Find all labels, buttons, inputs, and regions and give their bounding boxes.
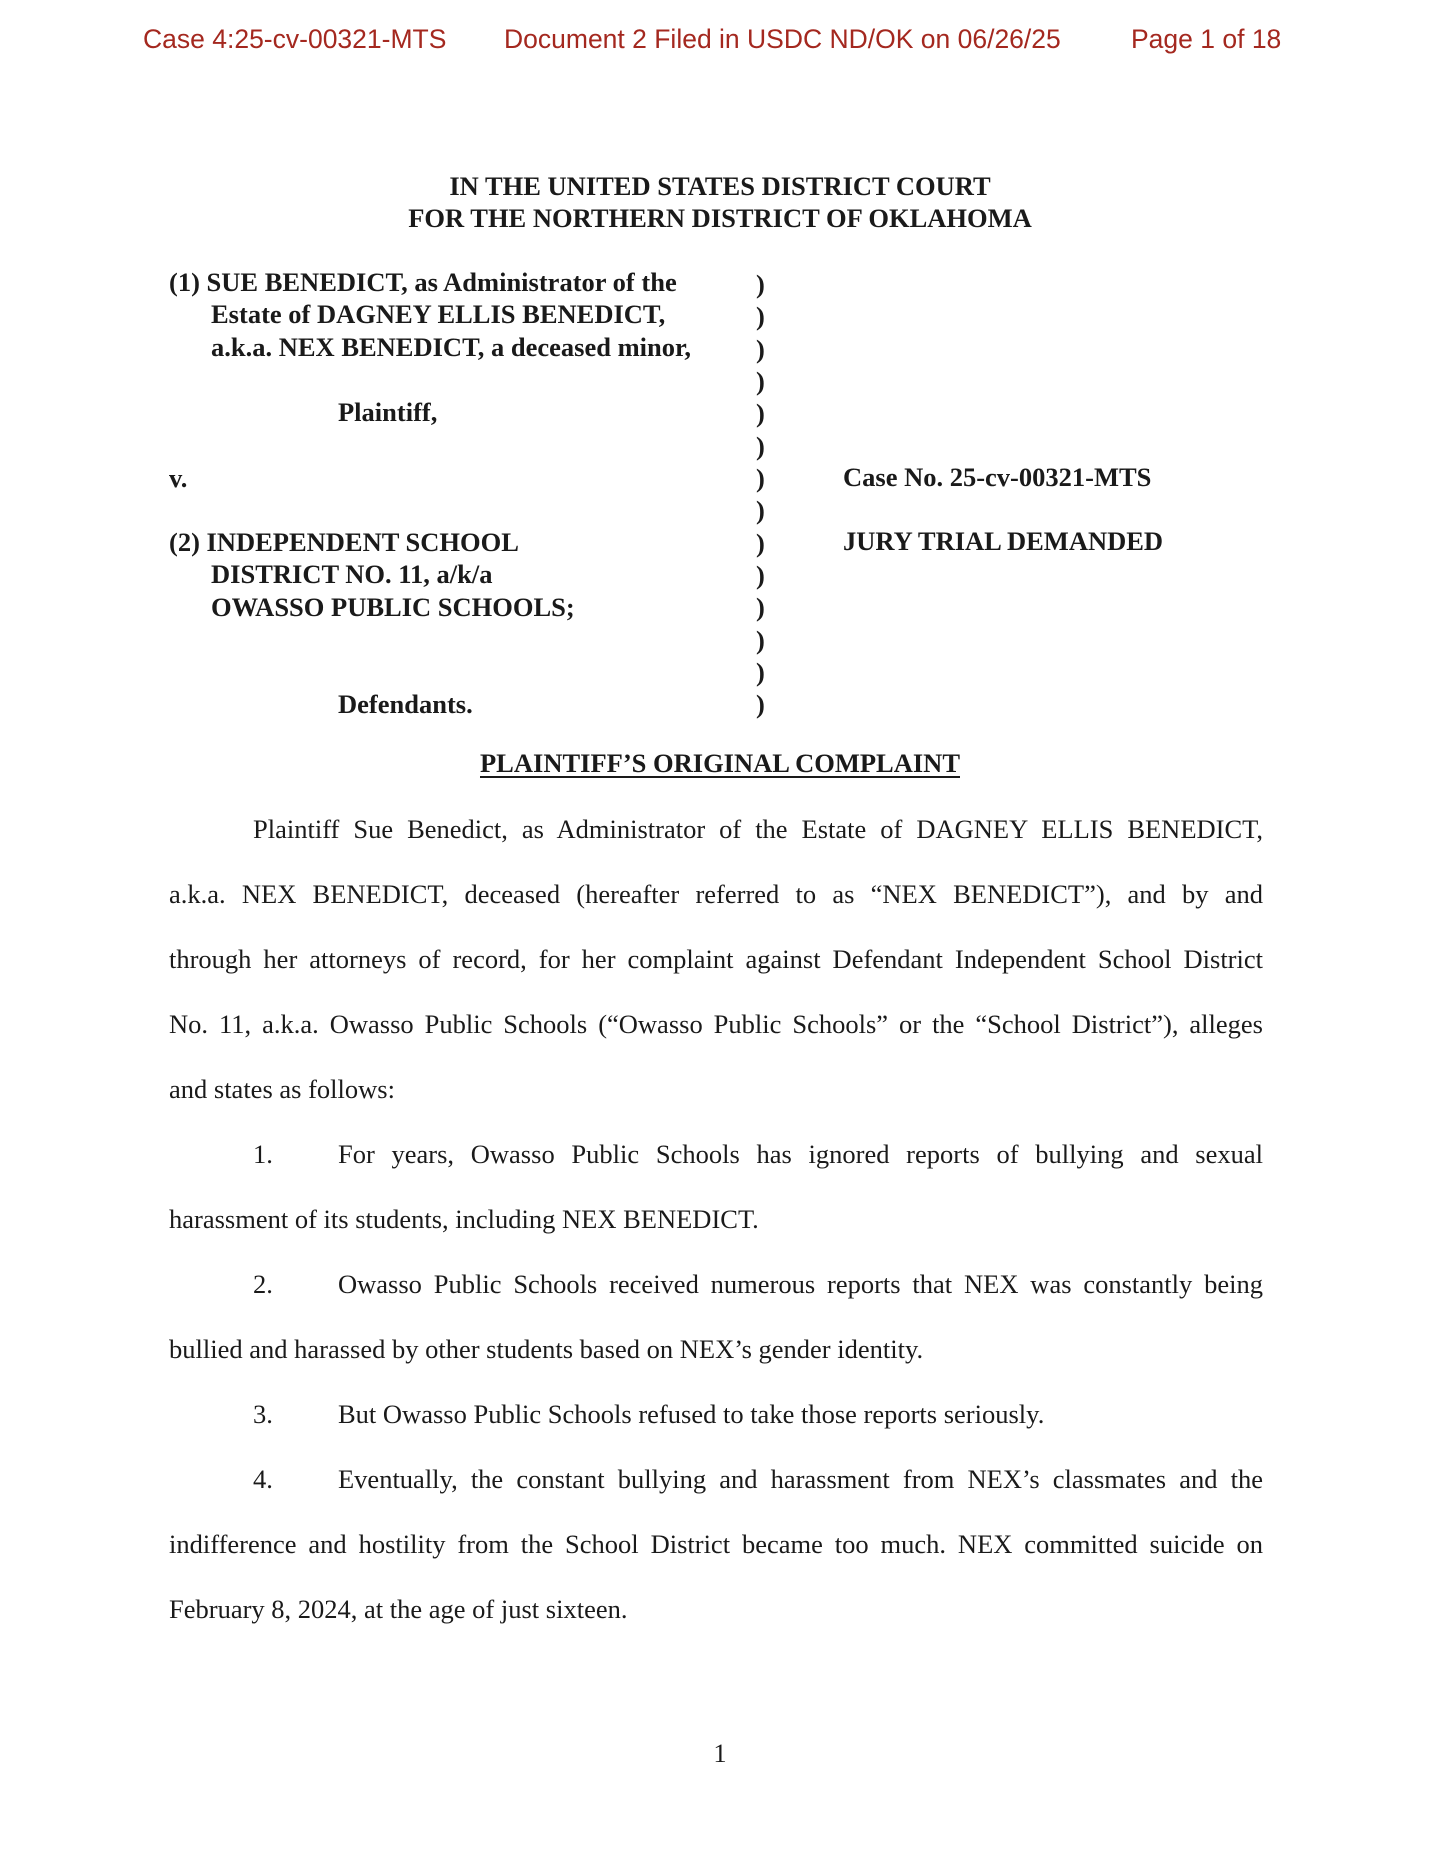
plaintiff-label: Plaintiff, [338, 397, 438, 427]
paren: ) [756, 430, 765, 461]
paragraph-line: Owasso Public Schools received numerous reports that NEX was constantly being [338, 1269, 1263, 1299]
paragraph-number: 3. [253, 1399, 273, 1429]
paren: ) [756, 527, 765, 558]
paragraph-line: indifference and hostility from the School District became too much. NEX committed suicide on [169, 1529, 1263, 1559]
paren: ) [756, 624, 765, 655]
paren: ) [756, 689, 765, 720]
paren: ) [756, 592, 765, 623]
page-number: 1 [713, 1738, 727, 1768]
caption-parenthesis-column [756, 268, 765, 721]
paragraph-number: 2. [253, 1269, 273, 1299]
plaintiff-line-2: Estate of DAGNEY ELLIS BENEDICT, [211, 299, 666, 329]
paren: ) [756, 495, 765, 526]
intro-line: a.k.a. NEX BENEDICT, deceased (hereafter referred to as “NEX BENEDICT”), and by and [169, 879, 1263, 909]
intro-line: through her attorneys of record, for her complaint against Defendant Independent School District [169, 944, 1263, 974]
paragraph-line: February 8, 2024, at the age of just sixteen. [169, 1594, 628, 1624]
paren: ) [756, 269, 765, 299]
court-line-2: FOR THE NORTHERN DISTRICT OF OKLAHOMA [408, 203, 1032, 233]
paragraph-line: But Owasso Public Schools refused to take those reports seriously. [338, 1399, 1045, 1429]
defendant-line-1: (2) INDEPENDENT SCHOOL [169, 527, 519, 557]
paren: ) [756, 333, 765, 364]
paren: ) [756, 398, 765, 429]
court-heading [0, 170, 1440, 234]
paragraph-number: 1. [253, 1139, 273, 1169]
paren: ) [756, 560, 765, 591]
jury-trial-demanded: JURY TRIAL DEMANDED [843, 526, 1164, 556]
filing-stamp [0, 24, 1440, 64]
versus: v. [169, 463, 188, 493]
paragraph-line: For years, Owasso Public Schools has ignored reports of bullying and sexual [338, 1139, 1263, 1169]
paren: ) [756, 366, 765, 397]
defendant-line-3: OWASSO PUBLIC SCHOOLS; [211, 592, 575, 622]
case-number: Case No. 25-cv-00321-MTS [843, 462, 1152, 492]
paren: ) [756, 657, 765, 688]
paragraph-number: 4. [253, 1464, 273, 1494]
plaintiff-line-3: a.k.a. NEX BENEDICT, a deceased minor, [211, 332, 691, 362]
plaintiff-line-1: (1) SUE BENEDICT, as Administrator of the [169, 267, 677, 297]
court-line-1: IN THE UNITED STATES DISTRICT COURT [449, 171, 991, 201]
stamp-page-count: Page 1 of 18 [1131, 24, 1282, 54]
stamp-case-number: Case 4:25-cv-00321-MTS [143, 24, 447, 54]
defendant-line-2: DISTRICT NO. 11, a/k/a [211, 559, 493, 589]
paren: ) [756, 463, 765, 494]
document-title [0, 748, 1440, 779]
paren: ) [756, 301, 765, 332]
defendant-label: Defendants. [338, 689, 473, 719]
paragraph-line: harassment of its students, including NEX BENEDICT. [169, 1204, 759, 1234]
document-title-text: PLAINTIFF’S ORIGINAL COMPLAINT [480, 748, 960, 778]
paragraph-line: bullied and harassed by other students based on NEX’s gender identity. [169, 1334, 924, 1364]
intro-line: and states as follows: [169, 1074, 395, 1104]
intro-line: Plaintiff Sue Benedict, as Administrator of the Estate of DAGNEY ELLIS BENEDICT, [253, 814, 1263, 844]
stamp-document-filed: Document 2 Filed in USDC ND/OK on 06/26/25 [504, 24, 1061, 54]
intro-line: No. 11, a.k.a. Owasso Public Schools (“Owasso Public Schools” or the “School District”), alleges [169, 1009, 1263, 1039]
paragraph-line: Eventually, the constant bullying and harassment from NEX’s classmates and the [338, 1464, 1263, 1494]
